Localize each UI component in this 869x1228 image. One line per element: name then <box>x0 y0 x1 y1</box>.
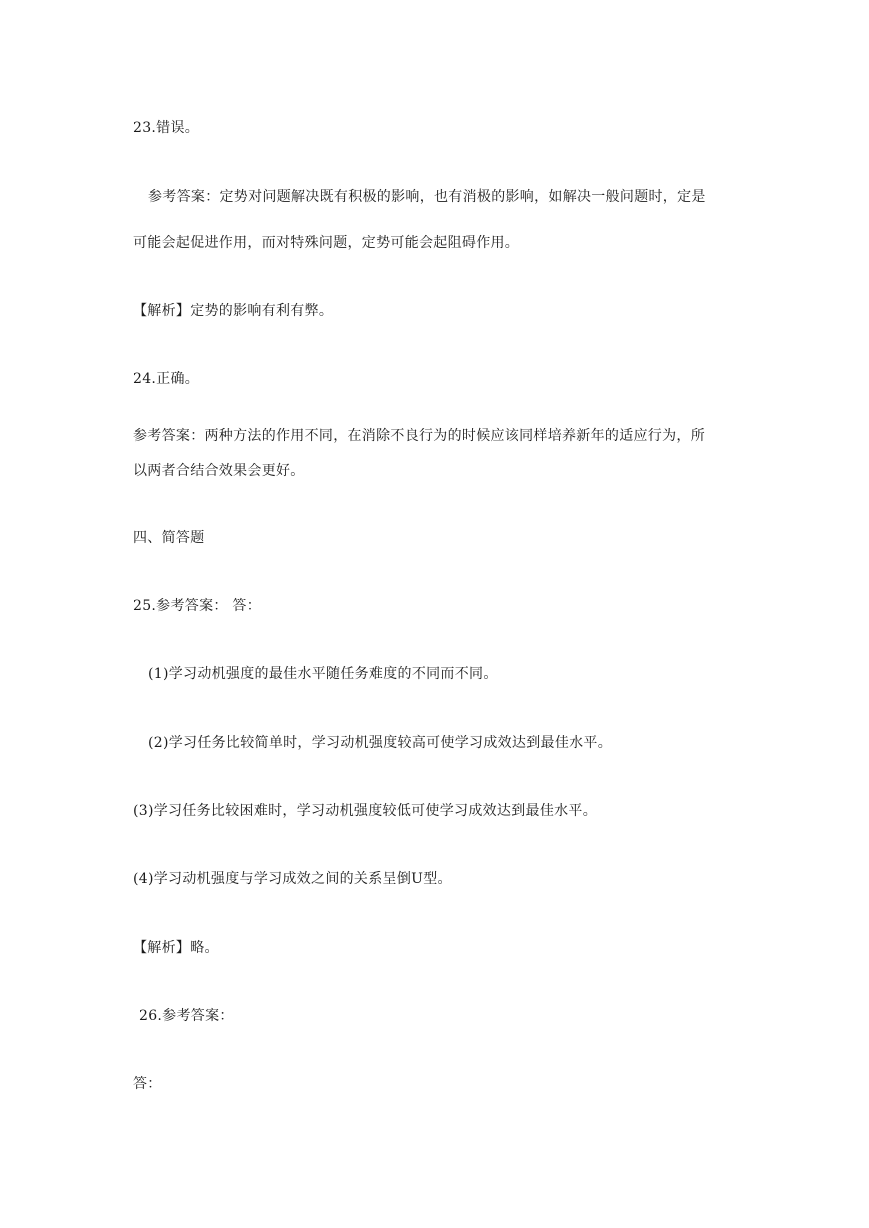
q25-heading: 25.参考答案： 答： <box>133 598 262 614</box>
q23-heading: 23.错误。 <box>133 120 200 136</box>
q25-point-2: (2)学习任务比较简单时，学习动机强度较高可使学习成效达到最佳水平。 <box>148 735 613 751</box>
q24-answer-line2: 以两者合结合效果会更好。 <box>133 463 305 479</box>
q25-point-4: (4)学习动机强度与学习成效之间的关系呈倒U型。 <box>133 871 452 887</box>
q25-analysis: 【解析】略。 <box>133 940 219 956</box>
q23-answer-line2: 可能会起促进作用，而对特殊问题，定势可能会起阻碍作用。 <box>133 235 520 251</box>
q25-point-1: (1)学习动机强度的最佳水平随任务难度的不同而不同。 <box>148 666 498 682</box>
q23-analysis: 【解析】定势的影响有利有弊。 <box>133 303 334 319</box>
q24-answer-line1: 参考答案：两种方法的作用不同，在消除不良行为的时候应该同样培养新年的适应行为，所 <box>133 428 705 444</box>
q25-point-3: (3)学习任务比较困难时，学习动机强度较低可使学习成效达到最佳水平。 <box>133 803 598 819</box>
section-heading-short-answer: 四、简答题 <box>133 530 205 546</box>
q23-answer-line1: 参考答案：定势对问题解决既有积极的影响，也有消极的影响，如解决一般问题时，定是 <box>148 189 706 205</box>
q24-heading: 24.正确。 <box>133 371 200 387</box>
q26-answer: 答： <box>133 1076 162 1092</box>
q26-heading: 26.参考答案： <box>139 1008 234 1024</box>
